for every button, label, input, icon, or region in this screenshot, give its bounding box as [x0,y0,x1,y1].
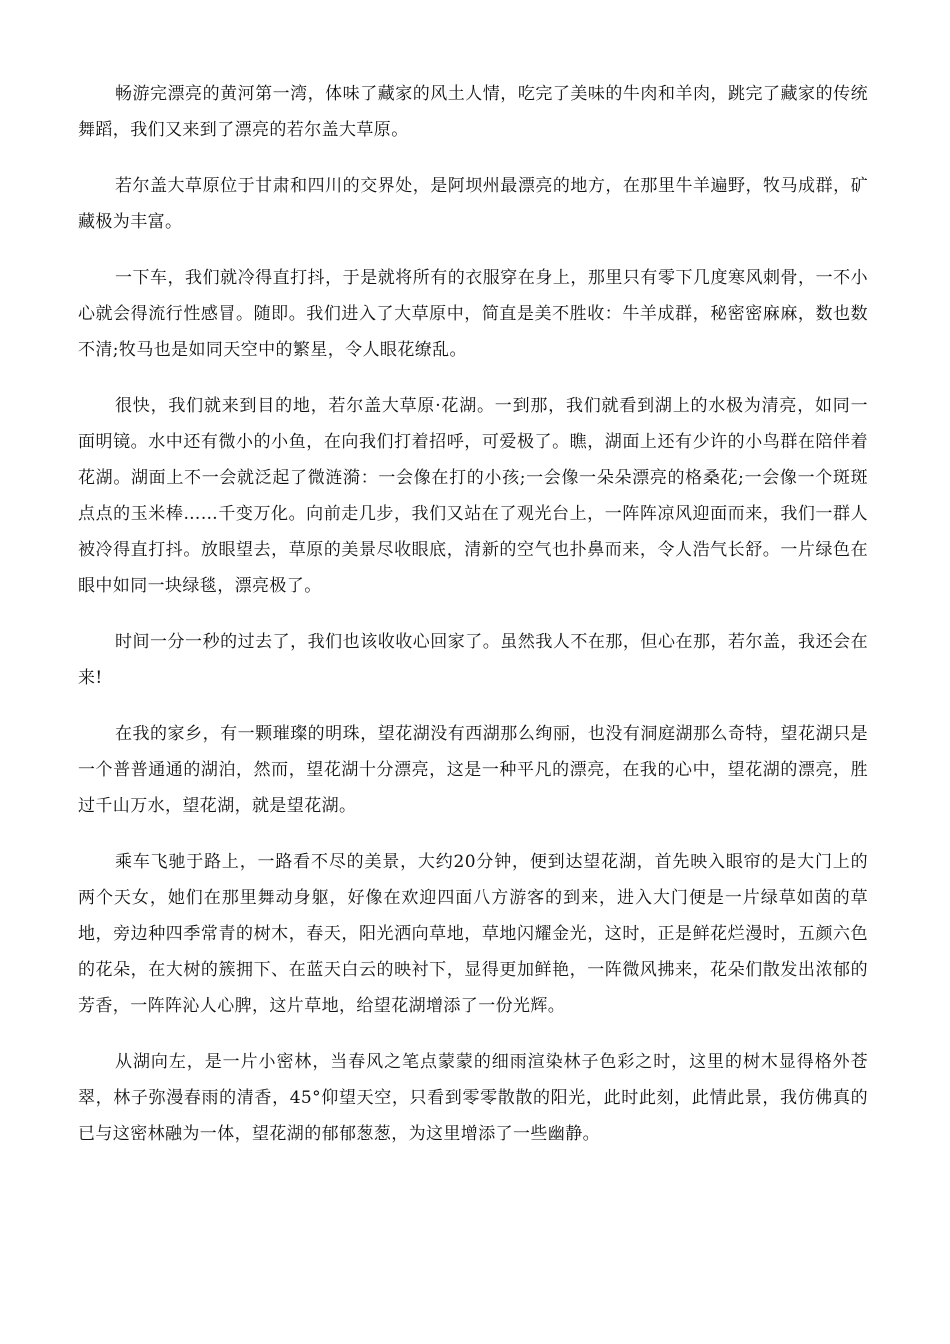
paragraph-3: 一下车，我们就冷得直打抖，于是就将所有的衣服穿在身上，那里只有零下几度寒风刺骨，一不小心就会得流行性感冒。随即。我们进入了大草原中，简直是美不胜收：牛羊成群，秘密密麻麻，数也数不清;牧马也是如同天空中的繁星，令人眼花缭乱。 [78,268,868,360]
paragraph-6: 在我的家乡，有一颗璀璨的明珠，望花湖没有西湖那么绚丽，也没有洞庭湖那么奇特，望花湖只是一个普普通通的湖泊，然而，望花湖十分漂亮，这是一种平凡的漂亮，在我的心中，望花湖的漂亮，胜过千山万水，望花湖，就是望花湖。 [78,724,868,816]
paragraph-2: 若尔盖大草原位于甘肃和四川的交界处，是阿坝州最漂亮的地方，在那里牛羊遍野，牧马成群，矿藏极为丰富。 [78,176,868,232]
document-body [78,76,868,1172]
paragraph-1: 畅游完漂亮的黄河第一湾，体味了藏家的风土人情，吃完了美味的牛肉和羊肉，跳完了藏家的传统舞蹈，我们又来到了漂亮的若尔盖大草原。 [78,84,868,140]
paragraph-8: 从湖向左，是一片小密林，当春风之笔点蒙蒙的细雨渲染林子色彩之时，这里的树木显得格外苍翠，林子弥漫春雨的清香，45°仰望天空，只看到零零散散的阳光，此时此刻，此情此景，我仿佛真的已与这密林融为一体，望花湖的郁郁葱葱，为这里增添了一些幽静。 [78,1052,868,1144]
paragraph-7: 乘车飞驰于路上，一路看不尽的美景，大约20分钟，便到达望花湖，首先映入眼帘的是大门上的两个天女，她们在那里舞动身躯，好像在欢迎四面八方游客的到来，进入大门便是一片绿草如茵的草地，旁边种四季常青的树木，春天，阳光洒向草地，草地闪耀金光，这时，正是鲜花烂漫时，五颜六色的花朵，在大树的簇拥下、在蓝天白云的映衬下，显得更加鲜艳，一阵微风拂来，花朵们散发出浓郁的芳香，一阵阵沁人心脾，这片草地，给望花湖增添了一份光辉。 [78,852,868,1016]
paragraph-5: 时间一分一秒的过去了，我们也该收收心回家了。虽然我人不在那，但心在那，若尔盖，我还会在来! [78,632,868,688]
paragraph-4: 很快，我们就来到目的地，若尔盖大草原·花湖。一到那，我们就看到湖上的水极为清亮，如同一面明镜。水中还有微小的小鱼，在向我们打着招呼，可爱极了。瞧，湖面上还有少许的小鸟群在陪伴着花湖。湖面上不一会就泛起了微涟漪：一会像在打的小孩;一会像一朵朵漂亮的格桑花;一会像一个斑斑点点的玉米棒……千变万化。向前走几步，我们又站在了观光台上，一阵阵凉风迎面而来，我们一群人被冷得直打抖。放眼望去，草原的美景尽收眼底，清新的空气也扑鼻而来，令人浩气长舒。一片绿色在眼中如同一块绿毯，漂亮极了。 [78,396,868,596]
